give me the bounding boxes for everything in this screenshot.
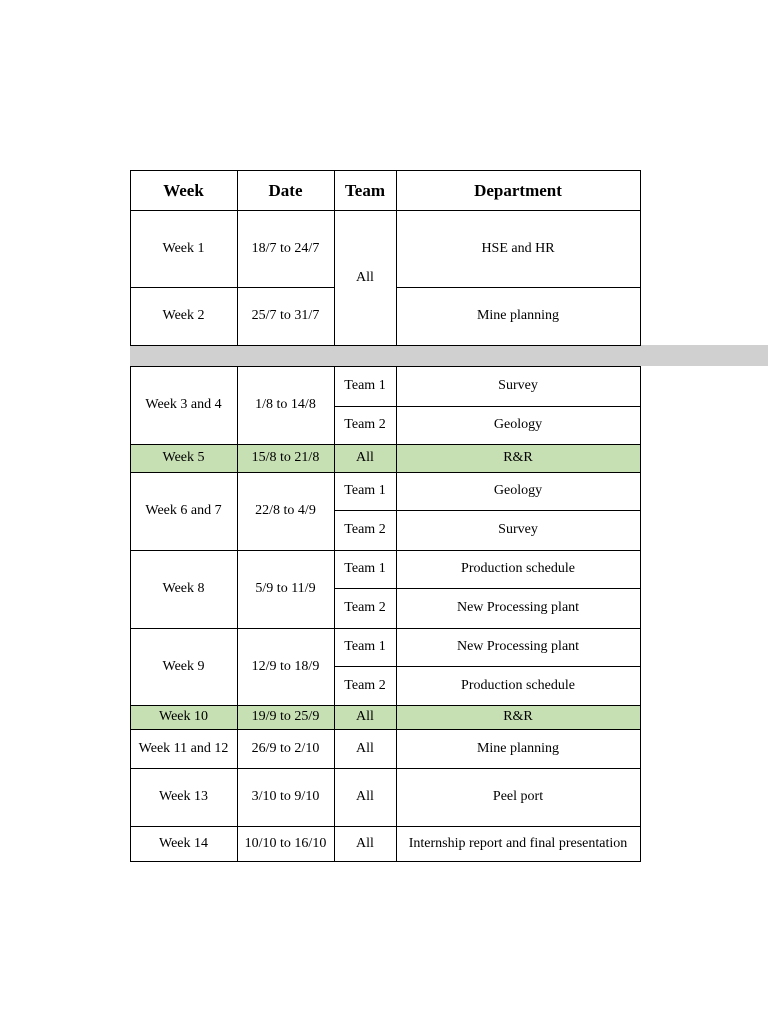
grid-line bbox=[640, 366, 641, 862]
department-cell: Production schedule bbox=[461, 677, 575, 693]
grid-line bbox=[130, 366, 641, 367]
department-cell: HSE and HR bbox=[481, 240, 555, 256]
team-cell: Team 2 bbox=[344, 600, 386, 615]
team-cell: All bbox=[356, 789, 374, 804]
team-cell: Team 2 bbox=[344, 522, 386, 537]
date-cell: 22/8 to 4/9 bbox=[255, 503, 316, 518]
grid-line bbox=[396, 170, 397, 345]
date-cell: 12/9 to 18/9 bbox=[251, 658, 320, 674]
team-cell: All bbox=[334, 705, 396, 729]
team-cell: Team 1 bbox=[344, 561, 386, 576]
week-cell: Week 13 bbox=[158, 789, 209, 804]
grid-line bbox=[130, 705, 641, 706]
week-cell: Week 9 bbox=[162, 658, 205, 674]
department-cell: Survey bbox=[498, 378, 538, 393]
grid-line bbox=[130, 861, 641, 862]
grid-line bbox=[130, 345, 641, 346]
team-cell: Team 1 bbox=[344, 483, 386, 498]
week-cell: Week 8 bbox=[162, 581, 205, 596]
separator-band bbox=[130, 345, 768, 366]
department-cell: Mine planning bbox=[476, 308, 560, 323]
date-cell: 3/10 to 9/10 bbox=[251, 789, 320, 804]
team-cell: Team 2 bbox=[344, 417, 386, 432]
grid-line bbox=[334, 406, 641, 407]
grid-line bbox=[237, 170, 238, 345]
department-cell: R&R bbox=[396, 705, 640, 729]
team-cell: Team 2 bbox=[344, 677, 386, 693]
date-cell: 26/9 to 2/10 bbox=[251, 740, 320, 756]
week-cell: Week 3 and 4 bbox=[145, 397, 222, 412]
grid-line bbox=[130, 366, 131, 862]
department-cell: New Processing plant bbox=[456, 600, 580, 615]
department-cell: Geology bbox=[493, 483, 543, 498]
team-cell: All bbox=[356, 740, 374, 756]
department-cell: Mine planning bbox=[476, 740, 560, 756]
department-cell: Peel port bbox=[492, 789, 544, 804]
team-cell: All bbox=[334, 444, 396, 472]
grid-line bbox=[130, 550, 641, 551]
team-cell: All bbox=[356, 835, 374, 851]
header-team: Team bbox=[345, 180, 385, 200]
grid-line bbox=[334, 510, 641, 511]
date-cell: 10/10 to 16/10 bbox=[244, 835, 327, 851]
department-cell: Internship report and final presentation bbox=[408, 835, 628, 851]
grid-line bbox=[130, 170, 641, 171]
grid-line bbox=[334, 170, 335, 345]
header-date: Date bbox=[268, 180, 303, 200]
week-cell: Week 2 bbox=[162, 308, 205, 323]
grid-line bbox=[334, 588, 641, 589]
grid-line bbox=[334, 666, 641, 667]
grid-line bbox=[130, 768, 641, 769]
week-cell: Week 14 bbox=[158, 835, 209, 851]
grid-line bbox=[130, 287, 334, 288]
grid-line bbox=[237, 366, 238, 862]
grid-line bbox=[130, 628, 641, 629]
week-cell: Week 11 and 12 bbox=[138, 740, 229, 756]
grid-line bbox=[334, 366, 335, 862]
date-cell: 25/7 to 31/7 bbox=[251, 308, 320, 323]
grid-line bbox=[396, 366, 397, 862]
date-cell: 18/7 to 24/7 bbox=[251, 240, 320, 256]
week-cell: Week 6 and 7 bbox=[145, 503, 222, 518]
grid-line bbox=[640, 170, 641, 345]
department-cell: Survey bbox=[498, 522, 538, 537]
grid-line bbox=[130, 729, 641, 730]
grid-line bbox=[130, 444, 641, 445]
date-cell: 1/8 to 14/8 bbox=[255, 397, 316, 412]
department-cell: Geology bbox=[493, 417, 543, 432]
grid-line bbox=[396, 287, 641, 288]
department-cell: New Processing plant bbox=[456, 639, 580, 654]
grid-line bbox=[130, 170, 131, 345]
date-cell: 15/8 to 21/8 bbox=[237, 444, 334, 472]
grid-line bbox=[130, 472, 641, 473]
team-cell: Team 1 bbox=[344, 378, 386, 393]
date-cell: 19/9 to 25/9 bbox=[237, 705, 334, 729]
department-cell: R&R bbox=[396, 444, 640, 472]
header-week: Week bbox=[163, 180, 204, 200]
grid-line bbox=[130, 826, 641, 827]
week-cell: Week 1 bbox=[162, 240, 205, 256]
grid-line bbox=[130, 210, 641, 211]
team-cell: All bbox=[356, 269, 374, 285]
department-cell: Production schedule bbox=[461, 561, 575, 576]
header-department: Department bbox=[474, 180, 562, 200]
week-cell: Week 5 bbox=[130, 444, 237, 472]
week-cell: Week 10 bbox=[130, 705, 237, 729]
team-cell: Team 1 bbox=[344, 639, 386, 654]
date-cell: 5/9 to 11/9 bbox=[255, 581, 316, 596]
